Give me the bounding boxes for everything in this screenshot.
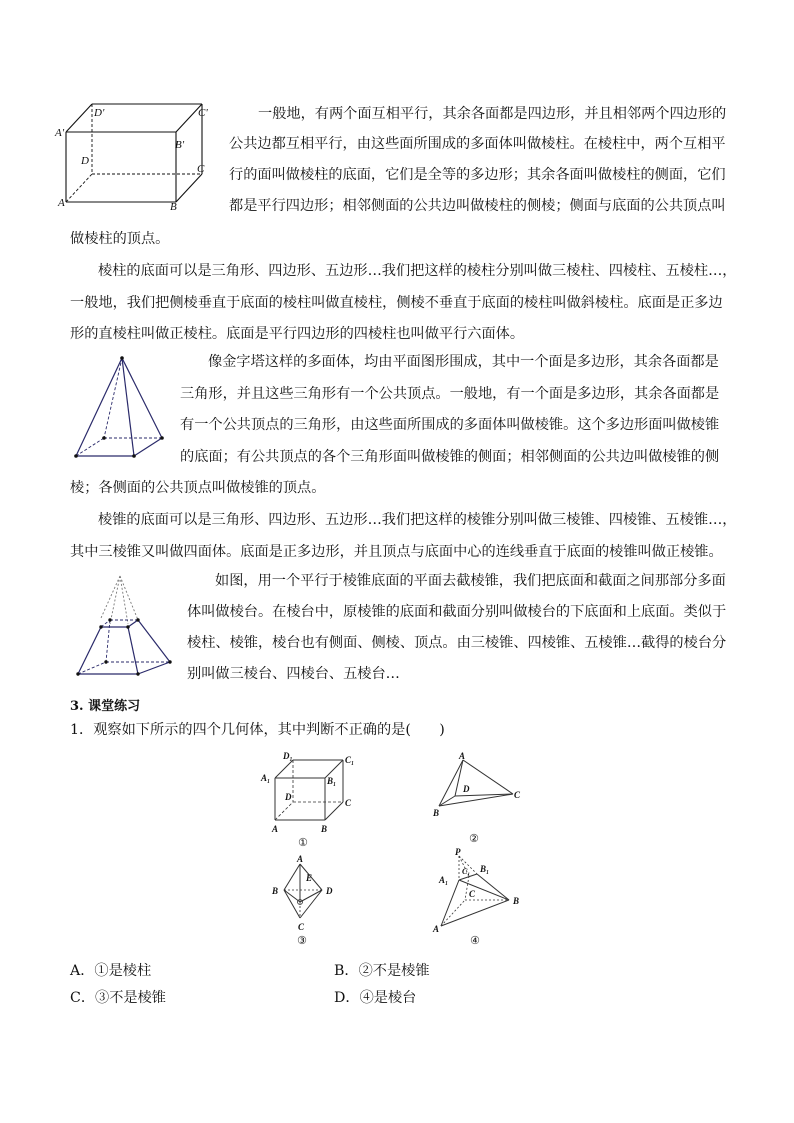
fig4-label-a1: A₁	[439, 875, 449, 885]
pyramid-text-line-4: 的底面；有公共顶点的各个三角形面叫做棱锥的侧面；相邻侧面的公共边叫做棱锥的侧	[180, 449, 720, 465]
frustum-text-line-4: 别叫做三棱台、四棱台、五棱台…	[187, 666, 400, 682]
frustum-text-line-2: 体叫做棱台。在棱台中，原棱锥的底面和截面分别叫做棱台的下底面和上底面。类似于	[187, 604, 727, 620]
label-a-prime: A'	[55, 127, 65, 139]
fig2-caption: ②	[469, 832, 479, 845]
label-d: D	[81, 155, 89, 167]
fig2-label-a: A	[459, 751, 466, 761]
fig1-label-b1: B₁	[327, 776, 337, 786]
fig2-label-c: C	[514, 790, 521, 800]
fig2-label-d: D	[463, 784, 470, 794]
exercise-figure-2	[425, 750, 535, 850]
fig4-label-b1: B₁	[480, 864, 490, 874]
frustum-figure	[68, 572, 180, 682]
exercise-figure-4	[425, 846, 535, 950]
option-a[interactable]: A．①是棱柱	[70, 963, 152, 979]
fig1-caption: ①	[298, 836, 308, 849]
fig1-label-b: B	[321, 824, 328, 834]
fig4-label-c: C	[469, 889, 476, 899]
option-b[interactable]: B．②不是棱锥	[334, 963, 430, 979]
prism-figure	[52, 96, 222, 214]
pyramid-class-line-1: 棱锥的底面可以是三角形、四边形、五边形…我们把这样的棱锥分别叫做三棱锥、四棱锥、五棱锥…，	[98, 512, 737, 528]
fig3-label-b: B	[272, 886, 279, 896]
fig1-label-d: D	[285, 792, 292, 802]
exercise-heading: 3. 课堂练习	[70, 699, 141, 714]
label-b-prime: B'	[175, 139, 185, 151]
fig4-caption: ④	[470, 934, 480, 947]
pyramid-text-line-3: 有一个公共顶点的三角形，由这些面所围成的多面体叫做棱锥。这个多边形面叫做棱锥	[180, 417, 720, 433]
label-c: C	[197, 163, 205, 175]
fig3-label-c: C	[298, 922, 305, 932]
fig4-label-a: A	[433, 924, 440, 934]
fig4-label-b: B	[513, 896, 520, 906]
pyramid-text-line-5: 棱；各侧面的公共顶点叫做棱锥的顶点。	[70, 480, 326, 496]
label-b: B	[170, 201, 177, 213]
frustum-text-line-1: 如图，用一个平行于棱锥底面的平面去截棱锥，我们把底面和截面之间那部分多面	[215, 573, 726, 589]
fig2-label-b: B	[433, 808, 440, 818]
prism-class-line-1: 棱柱的底面可以是三角形、四边形、五边形…我们把这样的棱柱分别叫做三棱柱、四棱柱、五棱柱…，	[98, 263, 737, 279]
fig1-label-c: C	[345, 798, 352, 808]
pyramid-figure	[70, 352, 180, 464]
prism-class-line-3: 形的直棱柱叫做正棱柱。底面是平行四边形的四棱柱也叫做平行六面体。	[70, 326, 525, 342]
option-c[interactable]: C．③不是棱锥	[70, 990, 166, 1006]
pyramid-class-line-2: 其中三棱锥又叫做四面体。底面是正多边形，并且顶点与底面中心的连线垂直于底面的棱锥叫做正棱锥。	[70, 544, 723, 560]
exercise-figure-3	[262, 852, 352, 948]
prism-text-line-4: 都是平行四边形；相邻侧面的公共边叫做棱柱的侧棱；侧面与底面的公共顶点叫	[229, 198, 726, 214]
fig3-label-d: D	[326, 886, 333, 896]
prism-class-line-2: 一般地，我们把侧棱垂直于底面的棱柱叫做直棱柱，侧棱不垂直于底面的棱柱叫做斜棱柱。底面是正多边	[70, 295, 723, 311]
fig3-label-a: A	[297, 854, 304, 864]
fig1-label-c1: C₁	[345, 755, 355, 765]
label-c-prime: C'	[198, 107, 208, 119]
label-a: A	[58, 197, 65, 209]
exercise-question: 1．观察如下所示的四个几何体，其中判断不正确的是( )	[70, 722, 445, 738]
fig1-label-a1: A₁	[261, 773, 271, 783]
fig4-label-c1: C₁	[462, 867, 471, 876]
prism-text-line-1: 一般地，有两个面互相平行，其余各面都是四边形，并且相邻两个四边形的	[258, 106, 727, 122]
fig3-label-e: E	[306, 873, 313, 883]
option-d[interactable]: D．④是棱台	[334, 990, 417, 1006]
exercise-figure-1	[255, 750, 375, 850]
prism-text-line-5: 做棱柱的顶点。	[70, 231, 170, 247]
fig4-label-p: P	[455, 847, 461, 857]
pyramid-text-line-1: 像金字塔这样的多面体，均由平面图形围成，其中一个面是多边形，其余各面都是	[208, 354, 719, 370]
fig1-label-a: A	[272, 824, 279, 834]
pyramid-text-line-2: 三角形，并且这些三角形有一个公共顶点。一般地，有一个面是多边形，其余各面都是	[180, 386, 720, 402]
prism-text-line-2: 公共边都互相平行，由这些面所围成的多面体叫做棱柱。在棱柱中，两个互相平	[229, 136, 726, 152]
prism-text-line-3: 行的面叫做棱柱的底面，它们是全等的多边形；其余各面叫做棱柱的侧面，它们	[229, 167, 726, 183]
frustum-text-line-3: 棱柱、棱锥，棱台也有侧面、侧棱、顶点。由三棱锥、四棱锥、五棱锥…截得的棱台分	[187, 635, 727, 651]
fig3-caption: ③	[297, 934, 307, 947]
label-d-prime: D'	[94, 107, 105, 119]
fig1-label-d1: D₁	[283, 751, 293, 761]
